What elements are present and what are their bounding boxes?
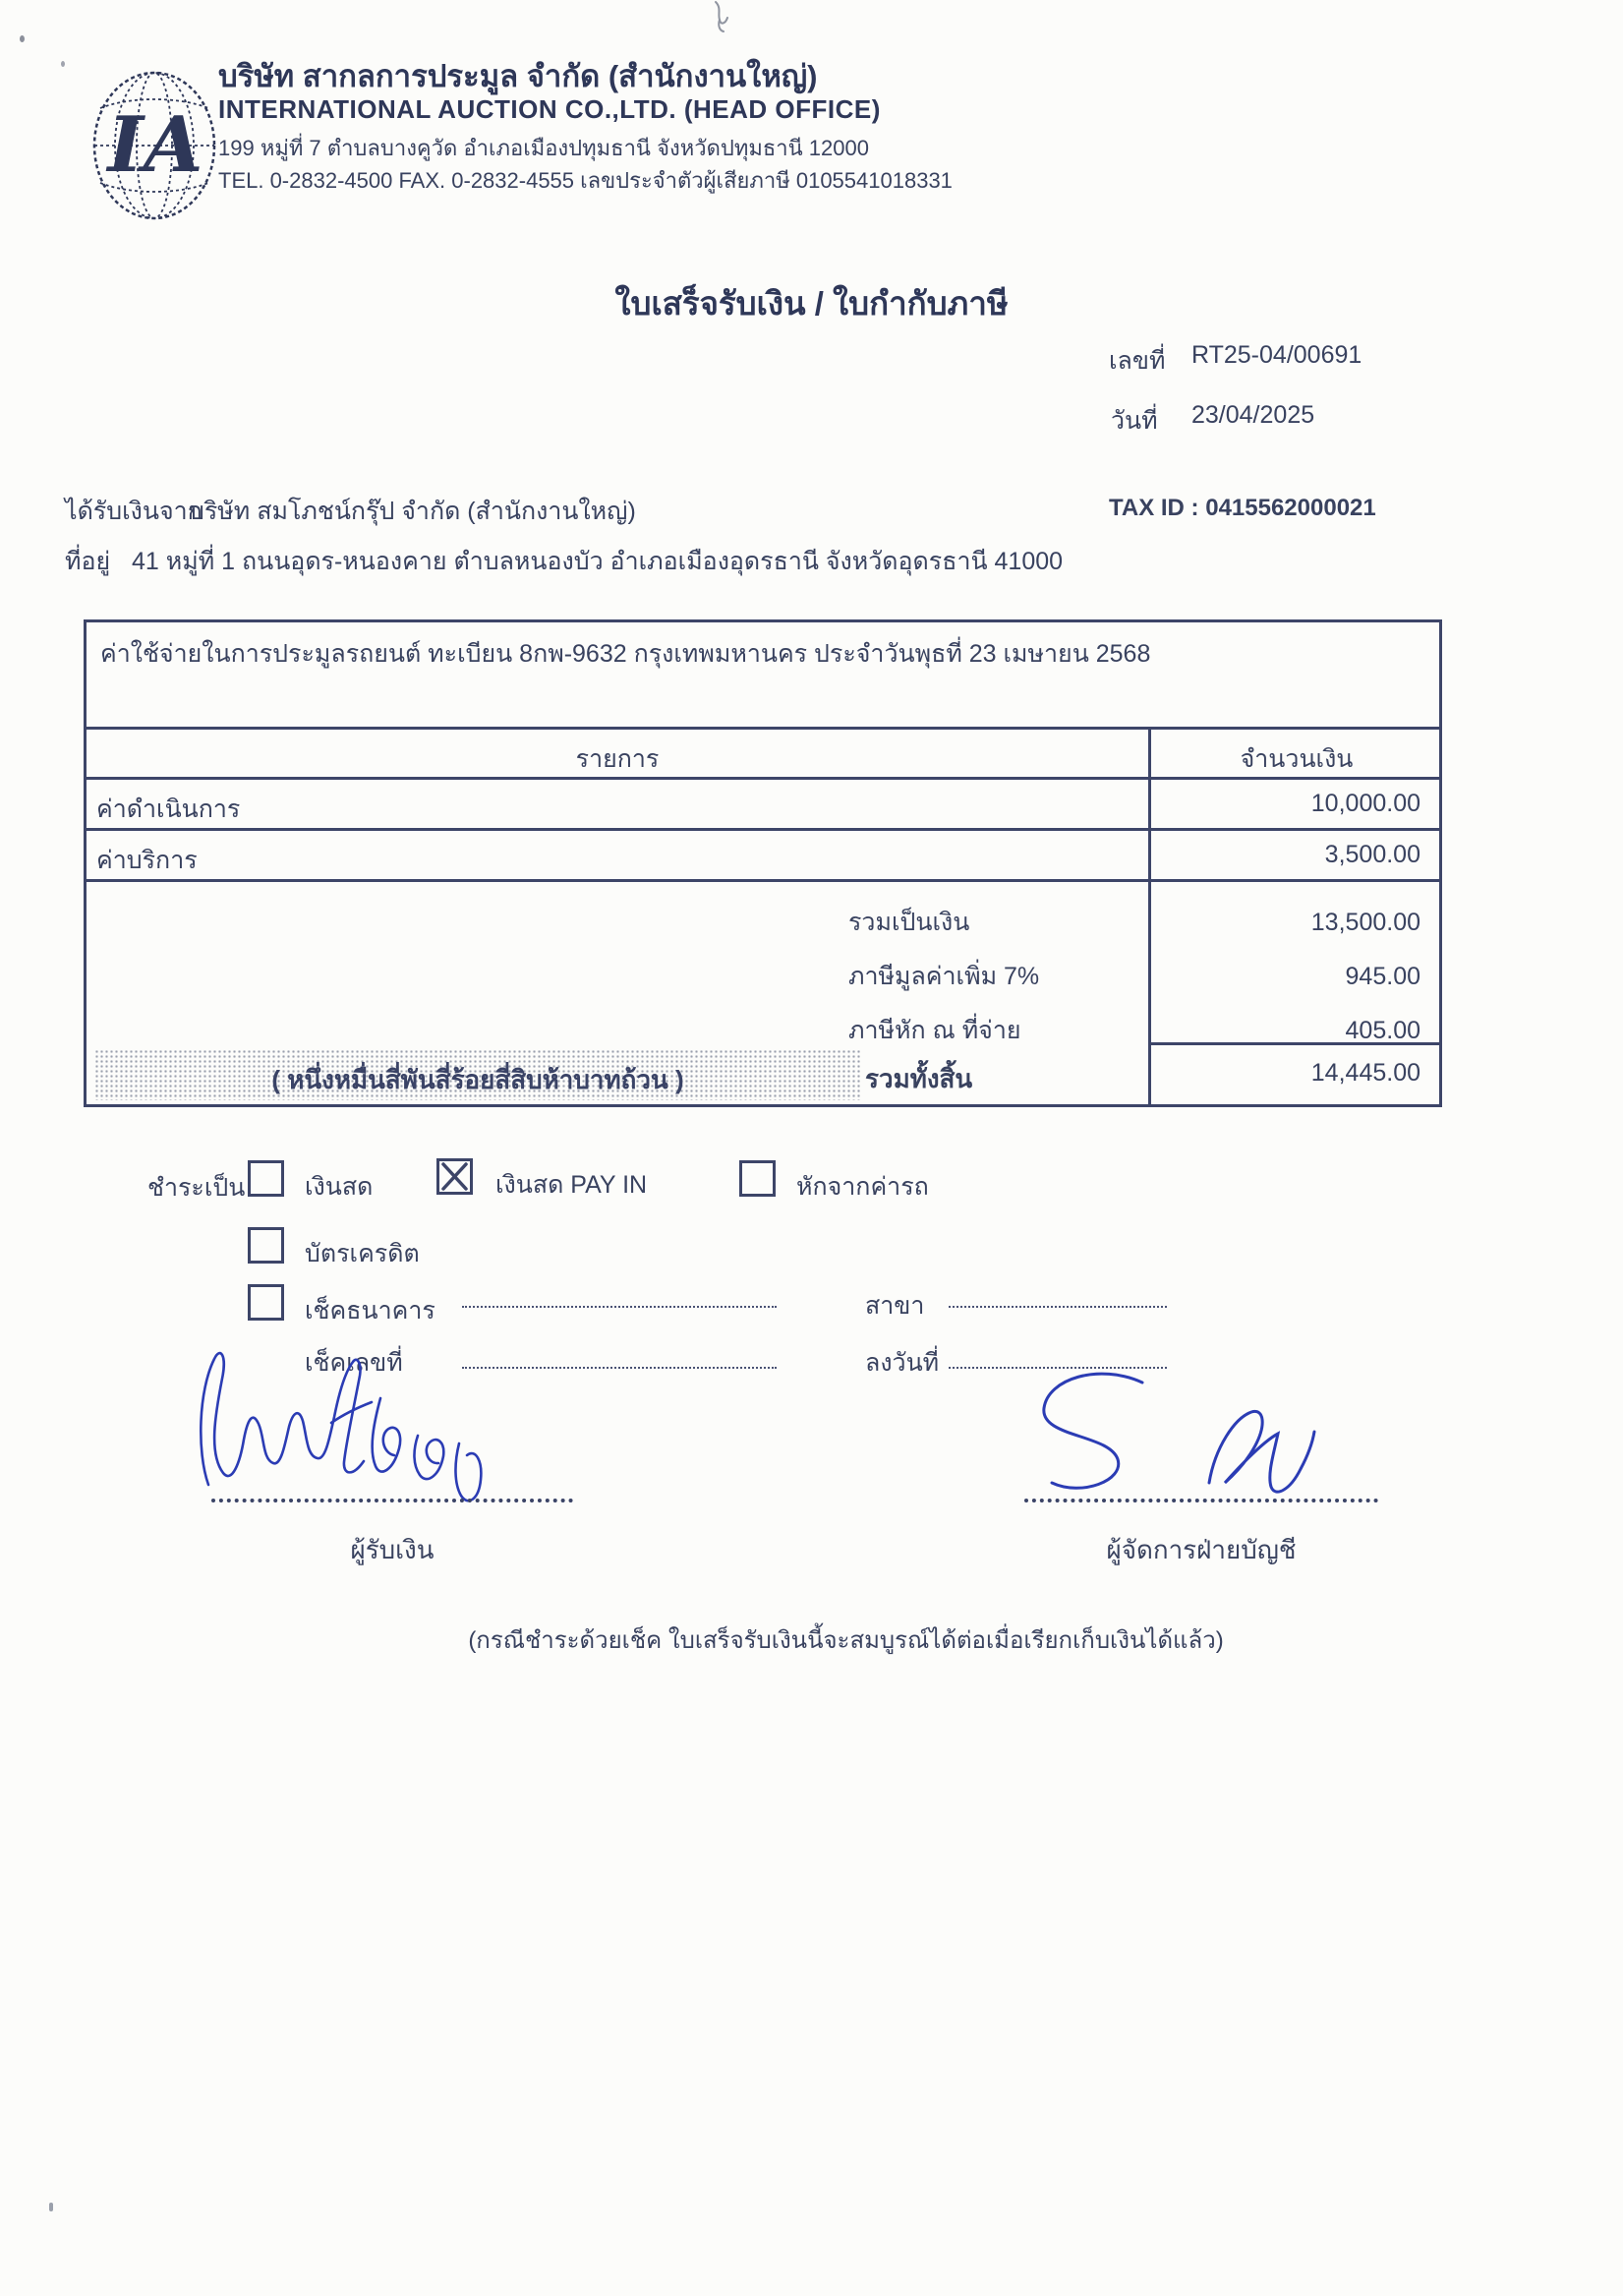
table-row (87, 780, 1439, 831)
summary-label: ภาษีมูลค่าเพิ่ม 7% (848, 963, 1040, 990)
scan-speck (49, 2203, 53, 2211)
invoice-table-header (87, 730, 1439, 780)
option-bank-cheque-label: เช็คธนาคาร (305, 1297, 435, 1325)
payment-method-label: ชำระเป็น (147, 1174, 246, 1202)
logo-letters: IA (107, 100, 203, 190)
amount-in-words-stamp: ( หนึ่งหมื่นสี่พันสี่ร้อยสี่สิบห้าบาทถ้วน ) (94, 1049, 861, 1100)
check-x-icon (437, 1159, 472, 1194)
option-credit-card-label: บัตรเครดิต (305, 1240, 420, 1267)
received-from-label: ได้รับเงินจาก (65, 498, 203, 525)
payer-address-label: ที่อยู่ (65, 548, 111, 575)
manager-signature-line (1024, 1499, 1378, 1502)
row-item: ค่าบริการ (96, 847, 198, 874)
scan-speck (20, 35, 25, 42)
cheque-number-input-line[interactable] (462, 1339, 777, 1369)
checkbox-cash[interactable] (248, 1160, 284, 1197)
row-amount: 3,500.00 (1148, 831, 1442, 879)
cheque-date-label: ลงวันที่ (865, 1349, 940, 1377)
received-from-value: บริษัท สมโภชน์กรุ๊ป จำกัด (สำนักงานใหญ่) (189, 498, 636, 525)
column-header-amount: จำนวนเงิน (1148, 730, 1442, 777)
checkbox-cash-pay-in[interactable] (436, 1158, 473, 1195)
receipt-number-value: RT25-04/00691 (1191, 341, 1362, 369)
invoice-table (84, 619, 1442, 1107)
cheque-bank-input-line[interactable] (462, 1278, 777, 1308)
receiver-signature-label: ผู้รับเงิน (350, 1535, 435, 1564)
table-row (87, 831, 1439, 882)
receiver-signature-line (211, 1499, 573, 1502)
company-name-english: INTERNATIONAL AUCTION CO.,LTD. (HEAD OFFICE) (218, 94, 881, 124)
scan-artifact-squiggle (702, 0, 737, 33)
invoice-description: ค่าใช้จ่ายในการประมูลรถยนต์ ทะเบียน 8กพ-9632 กรุงเทพมหานคร ประจำวันพุธที่ 23 เมษายน 2568 (87, 622, 1439, 730)
summary-amount: 405.00 (1345, 1017, 1420, 1044)
summary-labels (848, 896, 1039, 1058)
payer-tax-id: TAX ID : 0415562000021 (1109, 495, 1376, 521)
summary-label: ภาษีหัก ณ ที่จ่าย (848, 1017, 1021, 1044)
manager-signature (1013, 1363, 1376, 1510)
option-deduct-from-car-label: หักจากค่ารถ (796, 1173, 929, 1201)
summary-block (87, 882, 1439, 1045)
row-amount: 10,000.00 (1148, 780, 1442, 828)
cheque-number-label: เช็คเลขที่ (305, 1349, 403, 1377)
total-row (87, 1045, 1439, 1104)
row-item: ค่าดำเนินการ (96, 795, 241, 823)
grand-total-label: รวมทั้งสิ้น (865, 1064, 973, 1093)
company-name-thai: บริษัท สากลการประมูล จำกัด (สำนักงานใหญ่) (218, 59, 818, 93)
receipt-date-label: วันที่ (1111, 407, 1158, 435)
company-logo-globe-icon (90, 69, 218, 222)
branch-label: สาขา (865, 1292, 925, 1320)
footer-note: (กรณีชำระด้วยเช็ค ใบเสร็จรับเงินนี้จะสมบูรณ์ได้ต่อเมื่อเรียกเก็บเงินได้แล้ว) (468, 1627, 1224, 1654)
checkbox-deduct-from-car[interactable] (739, 1160, 776, 1197)
company-contact: TEL. 0-2832-4500 FAX. 0-2832-4555 เลขประจำตัวผู้เสียภาษี 0105541018331 (218, 168, 953, 193)
company-address: 199 หมู่ที่ 7 ตำบลบางคูวัด อำเภอเมืองปทุมธานี จังหวัดปทุมธานี 12000 (218, 136, 869, 160)
payer-address-value: 41 หมู่ที่ 1 ถนนอุดร-หนองคาย ตำบลหนองบัว อำเภอเมืองอุดรธานี จังหวัดอุดรธานี 41000 (132, 548, 1064, 575)
scan-speck (61, 61, 65, 67)
column-header-item: รายการ (575, 745, 660, 773)
checkbox-bank-cheque[interactable] (248, 1284, 284, 1321)
summary-label: รวมเป็นเงิน (848, 909, 970, 936)
manager-signature-label: ผู้จัดการฝ่ายบัญชี (1106, 1535, 1297, 1564)
option-cash-label: เงินสด (305, 1173, 374, 1201)
summary-amounts (1148, 882, 1442, 1045)
summary-amount: 945.00 (1345, 963, 1420, 990)
branch-input-line[interactable] (949, 1278, 1167, 1308)
receipt-date-value: 23/04/2025 (1191, 401, 1315, 429)
receiver-signature (179, 1329, 503, 1506)
receipt-number-label: เลขที่ (1109, 347, 1166, 375)
document-title: ใบเสร็จรับเงิน / ใบกำกับภาษี (614, 285, 1009, 322)
option-cash-pay-in-label: เงินสด PAY IN (495, 1171, 648, 1199)
grand-total-amount: 14,445.00 (1148, 1045, 1442, 1104)
summary-amount: 13,500.00 (1310, 909, 1420, 936)
checkbox-credit-card[interactable] (248, 1227, 284, 1264)
